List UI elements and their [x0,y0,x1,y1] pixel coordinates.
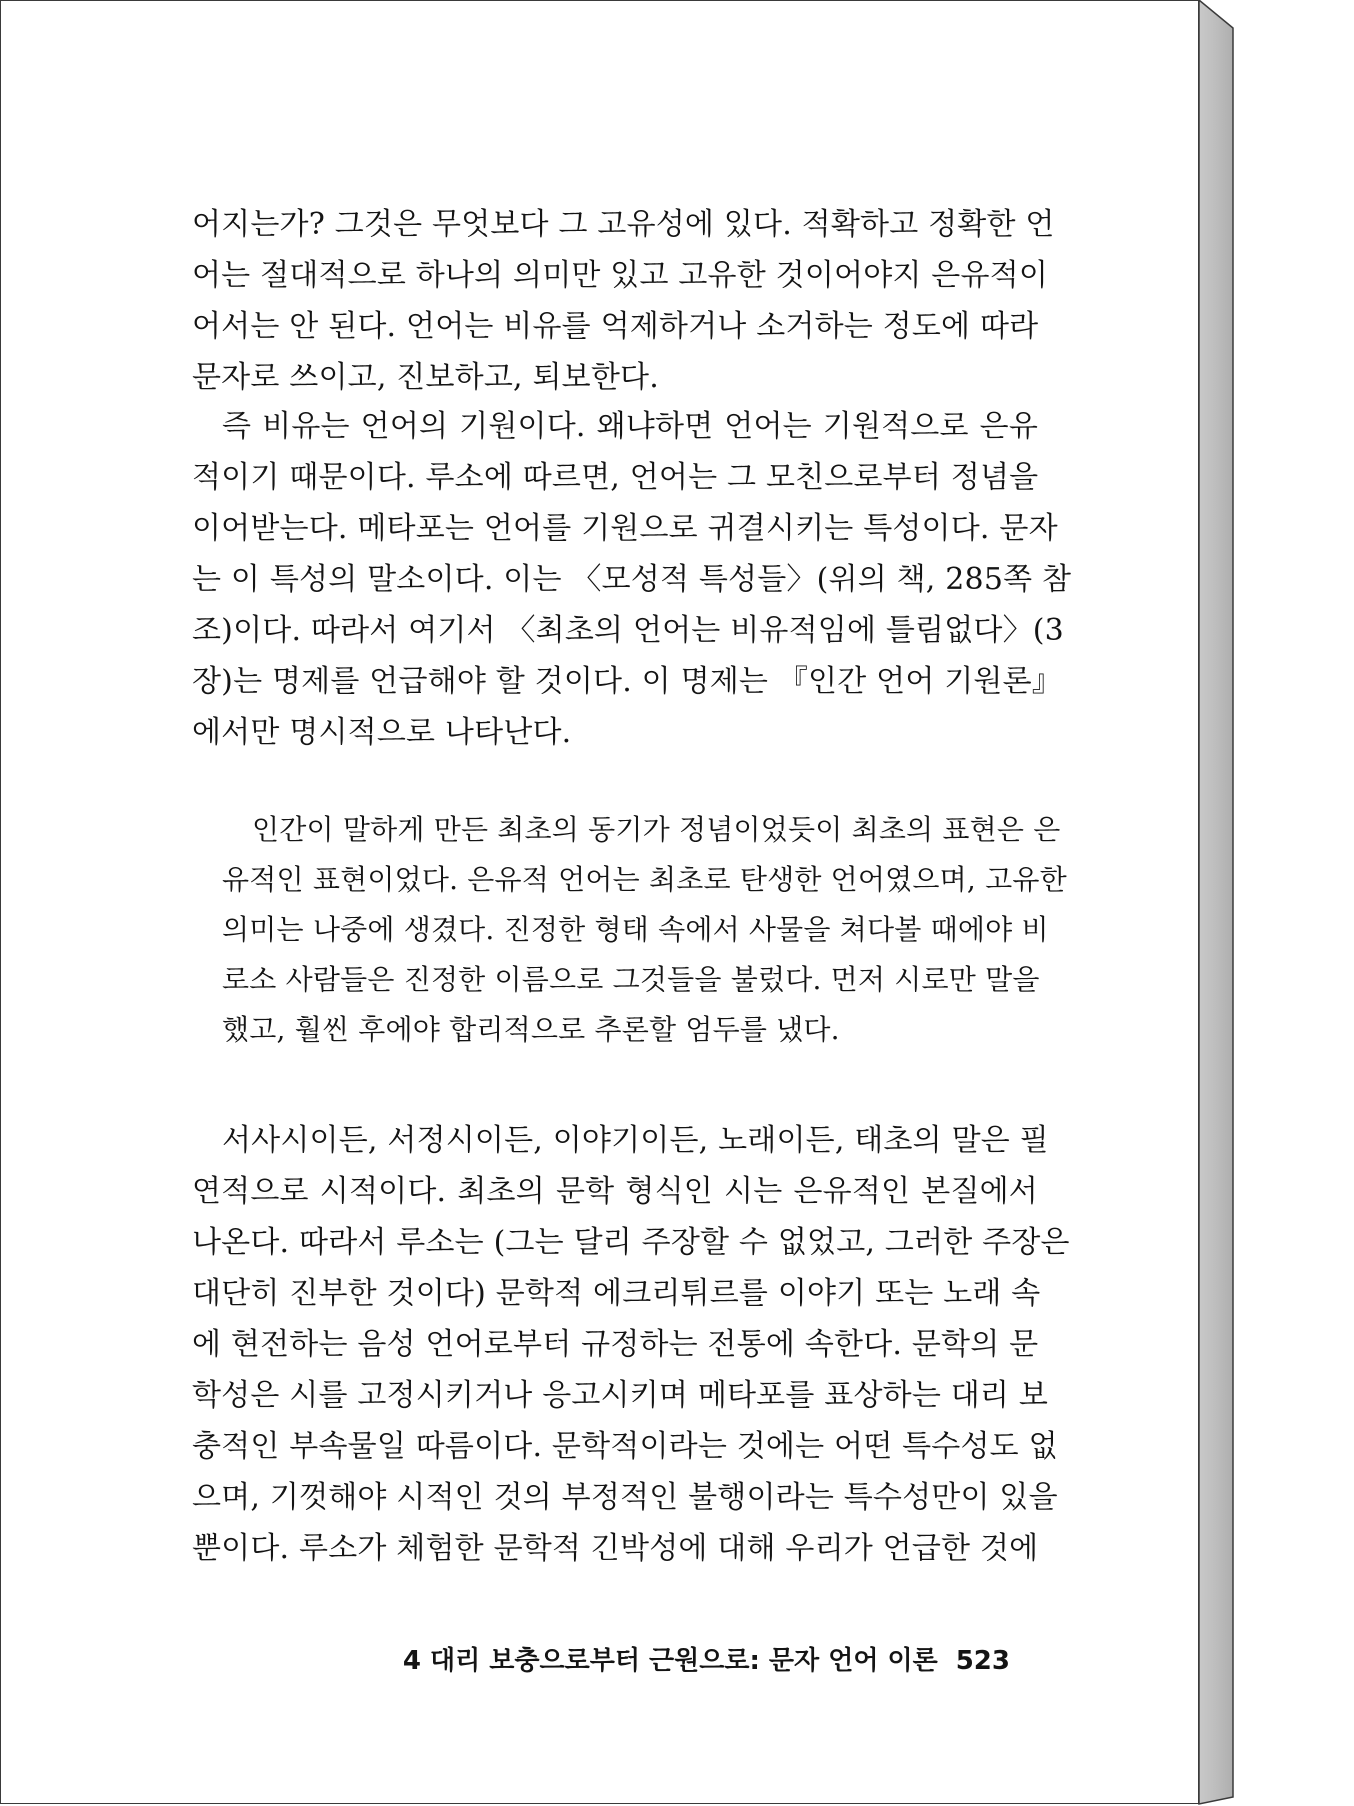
text-line: 나온다. 따라서 루소는 (그는 달리 주장할 수 없었고, 그러한 주장은 [192,1225,1070,1260]
paragraph-poetry [192,1115,1070,1574]
quote-line: 했고, 훨씬 후에야 합리적으로 추론할 엄두를 냈다. [222,1013,840,1046]
block-quotation [222,805,1067,1055]
text-line: 에 현전하는 음성 언어로부터 규정하는 전통에 속한다. 문학의 문 [192,1327,1039,1362]
text-line: 서사시이든, 서정시이든, 이야기이든, 노래이든, 태초의 말은 필 [222,1123,1049,1158]
text-line: 연적으로 시적이다. 최초의 문학 형식인 시는 은유적인 본질에서 [192,1174,1038,1209]
quote-line: 인간이 말하게 만든 최초의 동기가 정념이었듯이 최초의 표현은 은 [252,813,1061,846]
page-footer [0,1641,1010,1681]
text-line: 즉 비유는 언어의 기원이다. 왜냐하면 언어는 기원적으로 은유 [222,409,1038,444]
text-line: 으며, 기껏해야 시적인 것의 부정적인 불행이라는 특수성만이 있을 [192,1480,1058,1515]
text-line: 장)는 명제를 언급해야 할 것이다. 이 명제는 『인간 언어 기원론』 [192,664,1062,699]
text-line: 문자로 쓰이고, 진보하고, 퇴보한다. [192,360,659,395]
text-line: 뿐이다. 루소가 체험한 문학적 긴박성에 대해 우리가 언급한 것에 [192,1531,1039,1566]
quote-line: 유적인 표현이었다. 은유적 언어는 최초로 탄생한 언어였으며, 고유한 [222,863,1067,896]
running-title: 4 대리 보충으로부터 근원으로: 문자 언어 이론 [402,1646,938,1676]
text-line: 어지는가? 그것은 무엇보다 그 고유성에 있다. 적확하고 정확한 언 [192,207,1055,242]
page-stack-edge [1199,0,1354,1806]
paragraph-metaphor-origin [192,401,1072,758]
text-line: 충적인 부속물일 따름이다. 문학적이라는 것에는 어떤 특수성도 없 [192,1429,1058,1464]
page-number: 523 [955,1646,1010,1676]
quote-line: 로소 사람들은 진정한 이름으로 그것들을 불렀다. 먼저 시로만 말을 [222,963,1040,996]
text-line: 대단히 진부한 것이다) 문학적 에크리튀르를 이야기 또는 노래 속 [192,1276,1041,1311]
text-line: 학성은 시를 고정시키거나 응고시키며 메타포를 표상하는 대리 보 [192,1378,1049,1413]
text-line: 는 이 특성의 말소이다. 이는 〈모성적 특성들〉(위의 책, 285쪽 참 [192,562,1072,597]
text-line: 조)이다. 따라서 여기서 〈최초의 언어는 비유적임에 틀림없다〉(3 [192,613,1064,648]
text-line: 적이기 때문이다. 루소에 따르면, 언어는 그 모친으로부터 정념을 [192,460,1039,495]
text-line: 어서는 안 된다. 언어는 비유를 억제하거나 소거하는 정도에 따라 [192,309,1039,344]
text-line: 어는 절대적으로 하나의 의미만 있고 고유한 것이어야지 은유적이 [192,258,1049,293]
paragraph-continued [192,199,1055,403]
text-line: 이어받는다. 메타포는 언어를 기원으로 귀결시키는 특성이다. 문자 [192,511,1058,546]
text-line: 에서만 명시적으로 나타난다. [192,715,572,750]
quote-line: 의미는 나중에 생겼다. 진정한 형태 속에서 사물을 쳐다볼 때에야 비 [222,913,1049,946]
